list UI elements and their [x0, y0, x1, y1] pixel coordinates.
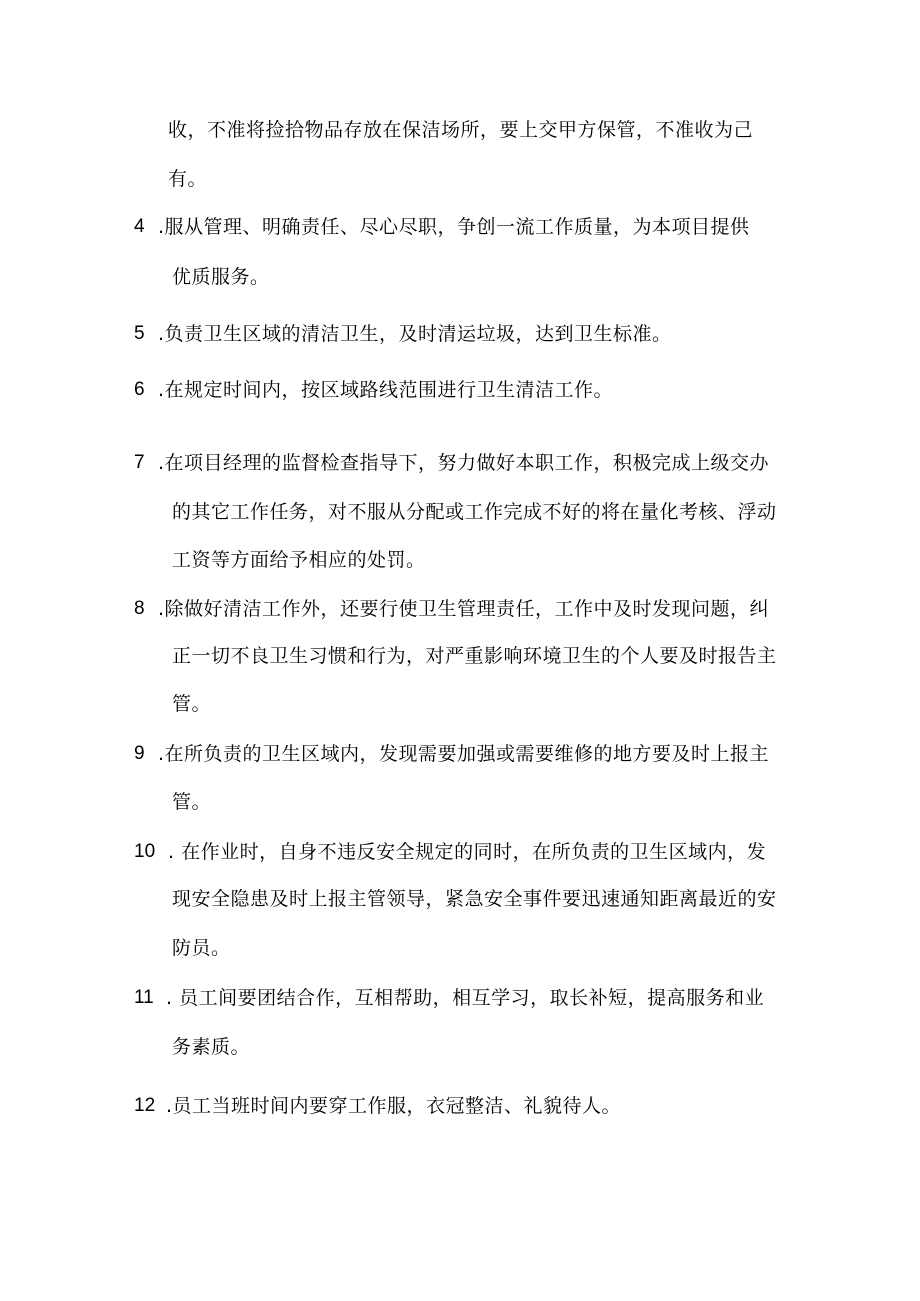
item-7-line-1: .在项目经理的监督检查指导下，努力做好本职工作，积极完成上级交办	[158, 452, 770, 474]
item-11-line-1: . 员工间要团结合作，互相帮助，相互学习，取长补短，提高服务和业	[166, 987, 765, 1009]
item-5-line-1: .负责卫生区域的清洁卫生，及时清运垃圾，达到卫生标准。	[158, 323, 672, 345]
item-9-line-1: .在所负责的卫生区域内，发现需要加强或需要维修的地方要及时上报主	[158, 743, 770, 765]
item-10-line-2: 现安全隐患及时上报主管领导，紧急安全事件要迅速通知距离最近的安	[172, 888, 777, 910]
item-6-number: 6	[134, 379, 145, 400]
item-4-line-1: .服从管理、明确责任、尽心尽职，争创一流工作质量，为本项目提供	[158, 216, 750, 238]
item-5-number: 5	[134, 323, 145, 344]
item-11-number: 11	[134, 987, 154, 1008]
intro-line-2: 有。	[168, 168, 208, 190]
item-8-number: 8	[134, 598, 145, 619]
item-7-line-2: 的其它工作任务，对不服从分配或工作完成不好的将在量化考核、浮动	[172, 501, 777, 523]
item-12-line-1: .员工当班时间内要穿工作服，衣冠整洁、礼貌待人。	[166, 1095, 622, 1117]
item-10-number: 10	[134, 841, 156, 862]
item-4-number: 4	[134, 216, 145, 237]
item-11-line-2: 务素质。	[172, 1036, 251, 1058]
intro-line-1: 收，不准将捡拾物品存放在保洁场所，要上交甲方保管，不准收为己	[168, 119, 754, 141]
item-10-line-1: . 在作业时，自身不违反安全规定的同时，在所负责的卫生区域内，发	[168, 841, 767, 863]
item-10-line-3: 防员。	[172, 937, 231, 959]
item-9-number: 9	[134, 743, 145, 764]
item-6-line-1: .在规定时间内，按区域路线范围进行卫生清洁工作。	[158, 379, 614, 401]
item-8-line-3: 管。	[172, 693, 212, 715]
item-8-line-1: .除做好清洁工作外，还要行使卫生管理责任，工作中及时发现问题，纠	[158, 598, 770, 620]
item-8-line-2: 正一切不良卫生习惯和行为，对严重影响环境卫生的个人要及时报告主	[172, 645, 777, 667]
item-12-number: 12	[134, 1095, 156, 1116]
item-4-line-2: 优质服务。	[172, 266, 270, 288]
item-7-line-3: 工资等方面给予相应的处罚。	[172, 549, 426, 571]
item-9-line-2: 管。	[172, 791, 212, 813]
item-7-number: 7	[134, 452, 145, 473]
